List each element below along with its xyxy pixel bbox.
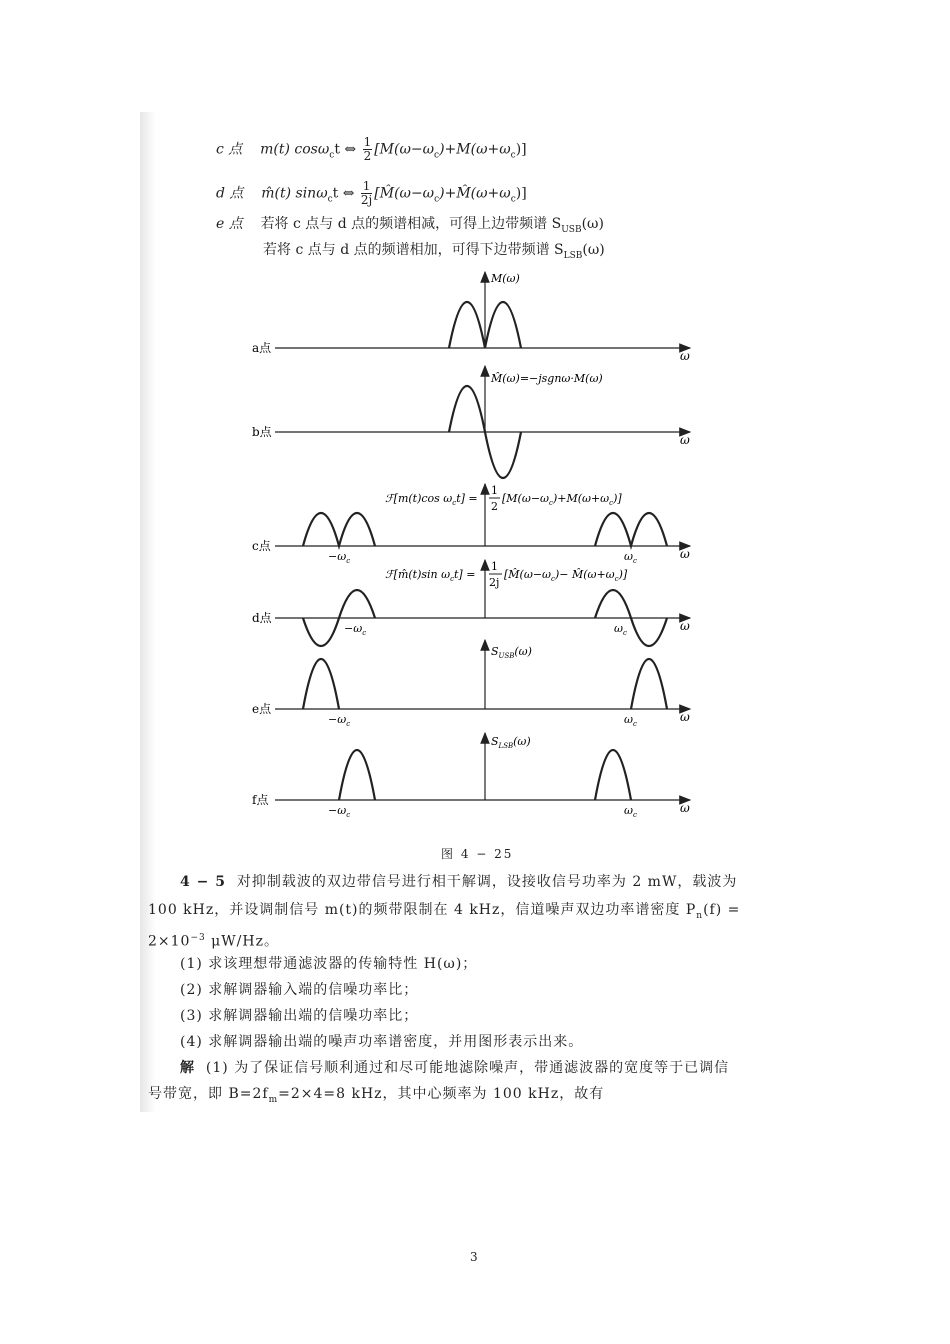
formula-e-line1: 若将 c 点与 d 点的频谱相减，可得上边带频谱 S — [260, 216, 562, 232]
question-2: (2) 求解调器输入端的信噪功率比； — [180, 982, 419, 998]
solution-text-2-sub: m — [268, 1094, 279, 1105]
row-e-pos-label: $\omega_c$ — [624, 713, 637, 728]
formula-e-line1-end: (ω) — [581, 216, 604, 232]
formula-c-rhs-end: )] — [515, 141, 527, 158]
row-c-label: c点 — [252, 539, 271, 553]
formula-e-line2-end: (ω) — [582, 242, 605, 258]
row-f-title: $S_{LSB}(\omega)$ — [491, 735, 531, 750]
formula-c-rhs: [M(ω−ω — [374, 141, 435, 158]
formula-d-sub: c — [327, 194, 333, 205]
problem-p2: 100 kHz，并设调制信号 m(t)的频带限制在 4 kHz，信道噪声双边功率谱密度 P — [148, 902, 697, 918]
row-b-label: b点 — [252, 425, 272, 439]
formula-d-num: 1 — [362, 179, 371, 193]
formula-c-sub: c — [329, 150, 335, 161]
formula-e-label: e 点 — [216, 216, 243, 232]
row-e-pos-spectrum — [631, 659, 667, 709]
problem-p3-sup: −3 — [190, 933, 206, 943]
formula-c-lhs: m(t) cosω — [260, 141, 330, 158]
row-c-title-rhs: $[M(\omega-\omega_c)+M(\omega+\omega_c)]$ — [502, 492, 622, 507]
row-d-omega: ω — [680, 619, 690, 633]
formula-c-label: c 点 — [216, 141, 243, 158]
row-f-omega: ω — [680, 801, 690, 815]
row-e-label: e点 — [252, 702, 272, 716]
formula-c-rhs-sub2: c — [510, 150, 516, 161]
formula-d-rhs-sub2: c — [510, 194, 516, 205]
row-e-omega: ω — [680, 710, 690, 724]
row-b-omega: ω — [680, 433, 690, 447]
row-b — [252, 366, 690, 478]
figure-caption: 图 4 − 25 — [441, 847, 514, 861]
row-c-title-den: 2 — [491, 500, 498, 513]
formula-d-t: t ⇔ — [332, 185, 355, 202]
page-number: 3 — [470, 1250, 478, 1264]
row-f-label: f点 — [252, 793, 269, 807]
problem-p2-end: (f) = — [703, 902, 741, 918]
formula-e-line2-text: 若将 c 点与 d 点的频谱相加，可得下边带频谱 S — [263, 242, 564, 258]
row-d-title: ℱ[m̂(t)sin $\omega_ct$] = — [385, 568, 476, 583]
solution-label: 解 — [180, 1060, 195, 1076]
formula-d-lhs: m̂(t) sinω — [261, 185, 328, 202]
formula-d-rhs-mid: )+M̂(ω+ω — [439, 185, 511, 202]
row-c-pos-label: $\omega_c$ — [624, 550, 637, 565]
problem-p3: 2×10 — [148, 933, 191, 950]
formula-e-line1-sub: USB — [561, 224, 582, 235]
row-f-pos-spectrum — [595, 750, 631, 800]
row-f-neg-spectrum — [339, 750, 375, 800]
row-d-label: d点 — [252, 611, 272, 625]
formula-c-t: t ⇔ — [334, 141, 357, 158]
row-c-omega: ω — [680, 547, 690, 561]
row-f-neg-label: $-\omega_c$ — [328, 804, 351, 819]
question-4: (4) 求解调器输出端的噪声功率谱密度，并用图形表示出来。 — [180, 1034, 584, 1050]
formula-d-rhs-end: )] — [515, 185, 527, 202]
solution-text-2: 号带宽，即 B=2f — [148, 1086, 269, 1102]
row-c-neg-spectrum — [303, 513, 375, 546]
problem-line-3 — [148, 928, 808, 952]
row-d — [252, 560, 690, 646]
solution-text-2-end: =2×4=8 kHz，其中心频率为 100 kHz，故有 — [278, 1086, 605, 1102]
row-c-title: ℱ[m(t)cos $\omega_ct$] = — [385, 492, 478, 507]
problem-p1: 对抑制载波的双边带信号进行相干解调，设接收信号功率为 2 mW，载波为 — [236, 874, 738, 890]
row-d-title-num: 1 — [491, 560, 498, 573]
problem-p3-end: μW/Hz。 — [205, 933, 279, 950]
formula-d-label: d 点 — [216, 185, 244, 202]
row-a — [252, 272, 690, 363]
row-e — [252, 640, 690, 728]
formula-d-den: 2j — [360, 193, 373, 207]
row-b-title: M̂(ω)=−jsgnω·M(ω) — [491, 372, 603, 385]
question-3: (3) 求解调器输出端的信噪功率比； — [180, 1008, 419, 1024]
formula-e-line2-sub: LSB — [563, 250, 583, 261]
formula-d-rhs-sub1: c — [434, 194, 440, 205]
problem-number: 4 − 5 — [180, 874, 226, 890]
problem-line-1 — [148, 872, 808, 892]
row-c — [252, 484, 690, 565]
formula-d-rhs: [M̂(ω−ω — [374, 185, 435, 202]
problem-line-2 — [148, 900, 808, 926]
row-c-title-num: 1 — [491, 484, 498, 497]
row-d-title-den: 2j — [489, 576, 500, 589]
formula-c-num: 1 — [363, 135, 372, 149]
problem-p2-sub: n — [696, 910, 704, 921]
row-d-neg-label: $-\omega_c$ — [344, 622, 367, 637]
row-a-label: a点 — [252, 341, 272, 355]
row-c-neg-label: $-\omega_c$ — [328, 550, 351, 565]
row-d-title-rhs: [$M̂(\omega-\omega_c)-$ $M̂(\omega+\omega_c)$] — [504, 568, 628, 583]
row-a-omega: ω — [680, 349, 690, 363]
formula-c-rhs-sub1: c — [434, 150, 440, 161]
solution-line-1 — [180, 1058, 810, 1078]
row-f — [252, 733, 690, 819]
row-e-neg-label: $-\omega_c$ — [328, 713, 351, 728]
row-e-neg-spectrum — [303, 659, 339, 709]
row-a-title: M(ω) — [491, 272, 520, 285]
row-e-title: $S_{USB}(\omega)$ — [491, 645, 532, 660]
solution-text-1: (1) 为了保证信号顺利通过和尽可能地滤除噪声，带通滤波器的宽度等于已调信 — [205, 1060, 730, 1076]
solution-line-2 — [148, 1084, 808, 1110]
formula-c-den: 2 — [363, 149, 372, 163]
row-c-pos-spectrum — [595, 513, 667, 546]
row-f-pos-label: $\omega_c$ — [624, 804, 637, 819]
question-1: (1) 求该理想带通滤波器的传输特性 H(ω)； — [180, 956, 478, 972]
formula-c-rhs-mid: )+M(ω+ω — [439, 141, 511, 158]
row-d-pos-label: $\omega_c$ — [614, 622, 627, 637]
